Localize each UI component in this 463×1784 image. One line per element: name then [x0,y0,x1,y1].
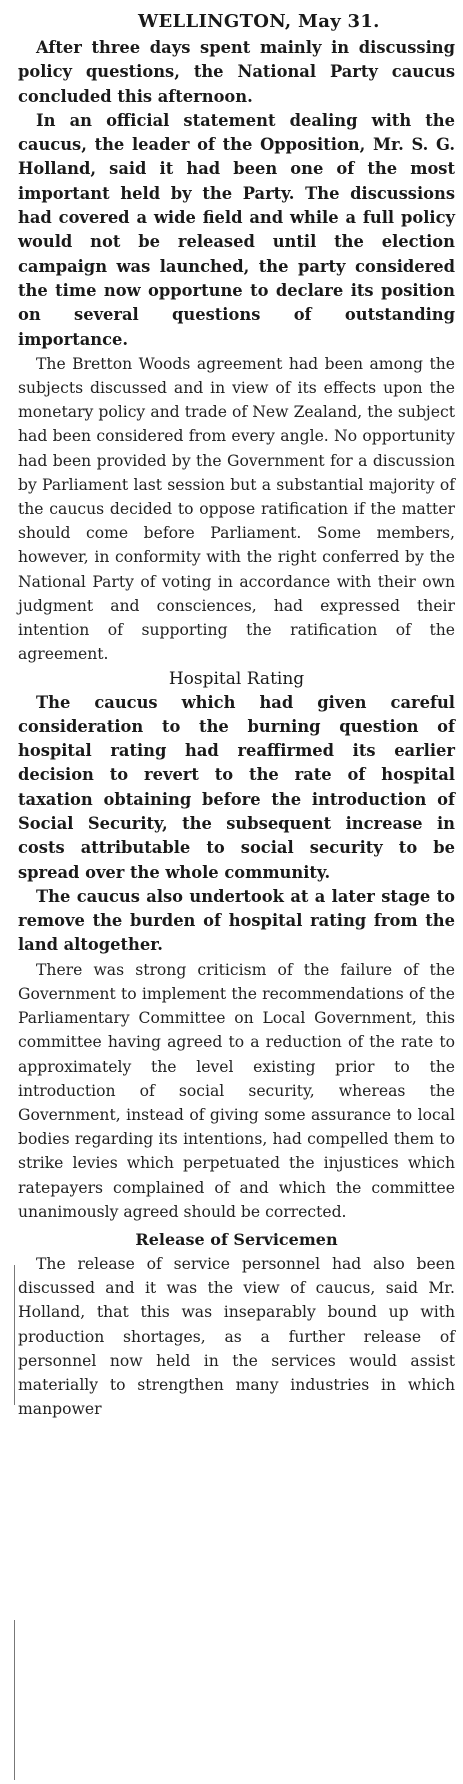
paragraph-local-government: There was strong criticism of the failure of the Government to implement the recommendations of the Parliamentary Committee on Local Government, this committee having agreed to a reduction of the rate to approximately the level existing prior to the introduction of social security, whereas the Government, instead of giving some assurance to local bodies regarding its intentions, had compelled them to strike levies which perpetuated the injustices which ratepayers complained of and which the committee unanimously agreed should be corrected. [18,960,455,1221]
paragraph-hospital-2: The caucus also undertook at a later stage to remove the burden of hospital rating from the land altogether. [18,886,455,955]
paragraph-bretton-woods: The Bretton Woods agreement had been among the subjects discussed and in view of its effects upon the monetary policy and trade of New Zealand, the subject had been considered from every angle. No opportunity had been provided by the Government for a discussion by Parliament last session but a substantial majority of the caucus decided to oppose ratification if the matter should come before Parliament. Some members, however, in conformity with the right conferred by the National Party of voting in accordance with their own judgment and consciences, had expressed their intention of supporting the ratification of the agreement. [18,354,455,664]
paragraph-intro-2: In an official statement dealing with the caucus, the leader of the Opposition, Mr. S. G. Holland, said it had been one of the most important held by the Party. The discussions had covered a wide field and while a full policy would not be released until the election campaign was launched, the party considered the time now opportune to declare its position on several questions of outstanding importance. [18,110,455,349]
paragraph-release: The release of service personnel had also been discussed and it was the view of caucus, said Mr. Holland, that this was inseparably bound up with production shortages, as a further release of personnel now held in the services would assist materially to strengthen many industries in which manpower [18,1255,455,1419]
column-rule-left [14,1265,15,1405]
paragraph-hospital-1: The caucus which had given careful consideration to the burning question of hospital rating had reaffirmed its earlier decision to revert to the rate of hospital taxation obtaining before the introduction of Social Security, the subsequent increase in costs attributable to social security to be spread over the whole community. [18,692,455,882]
column-rule-left-lower [14,1620,15,1780]
subhead-release-servicemen: Release of Servicemen [135,1230,338,1249]
paragraph-intro-1: After three days spent mainly in discussing policy questions, the National Party caucus concluded this afternoon. [18,38,455,106]
subhead-hospital-rating: Hospital Rating [168,668,305,689]
dateline: WELLINGTON, May 31. [138,11,380,32]
